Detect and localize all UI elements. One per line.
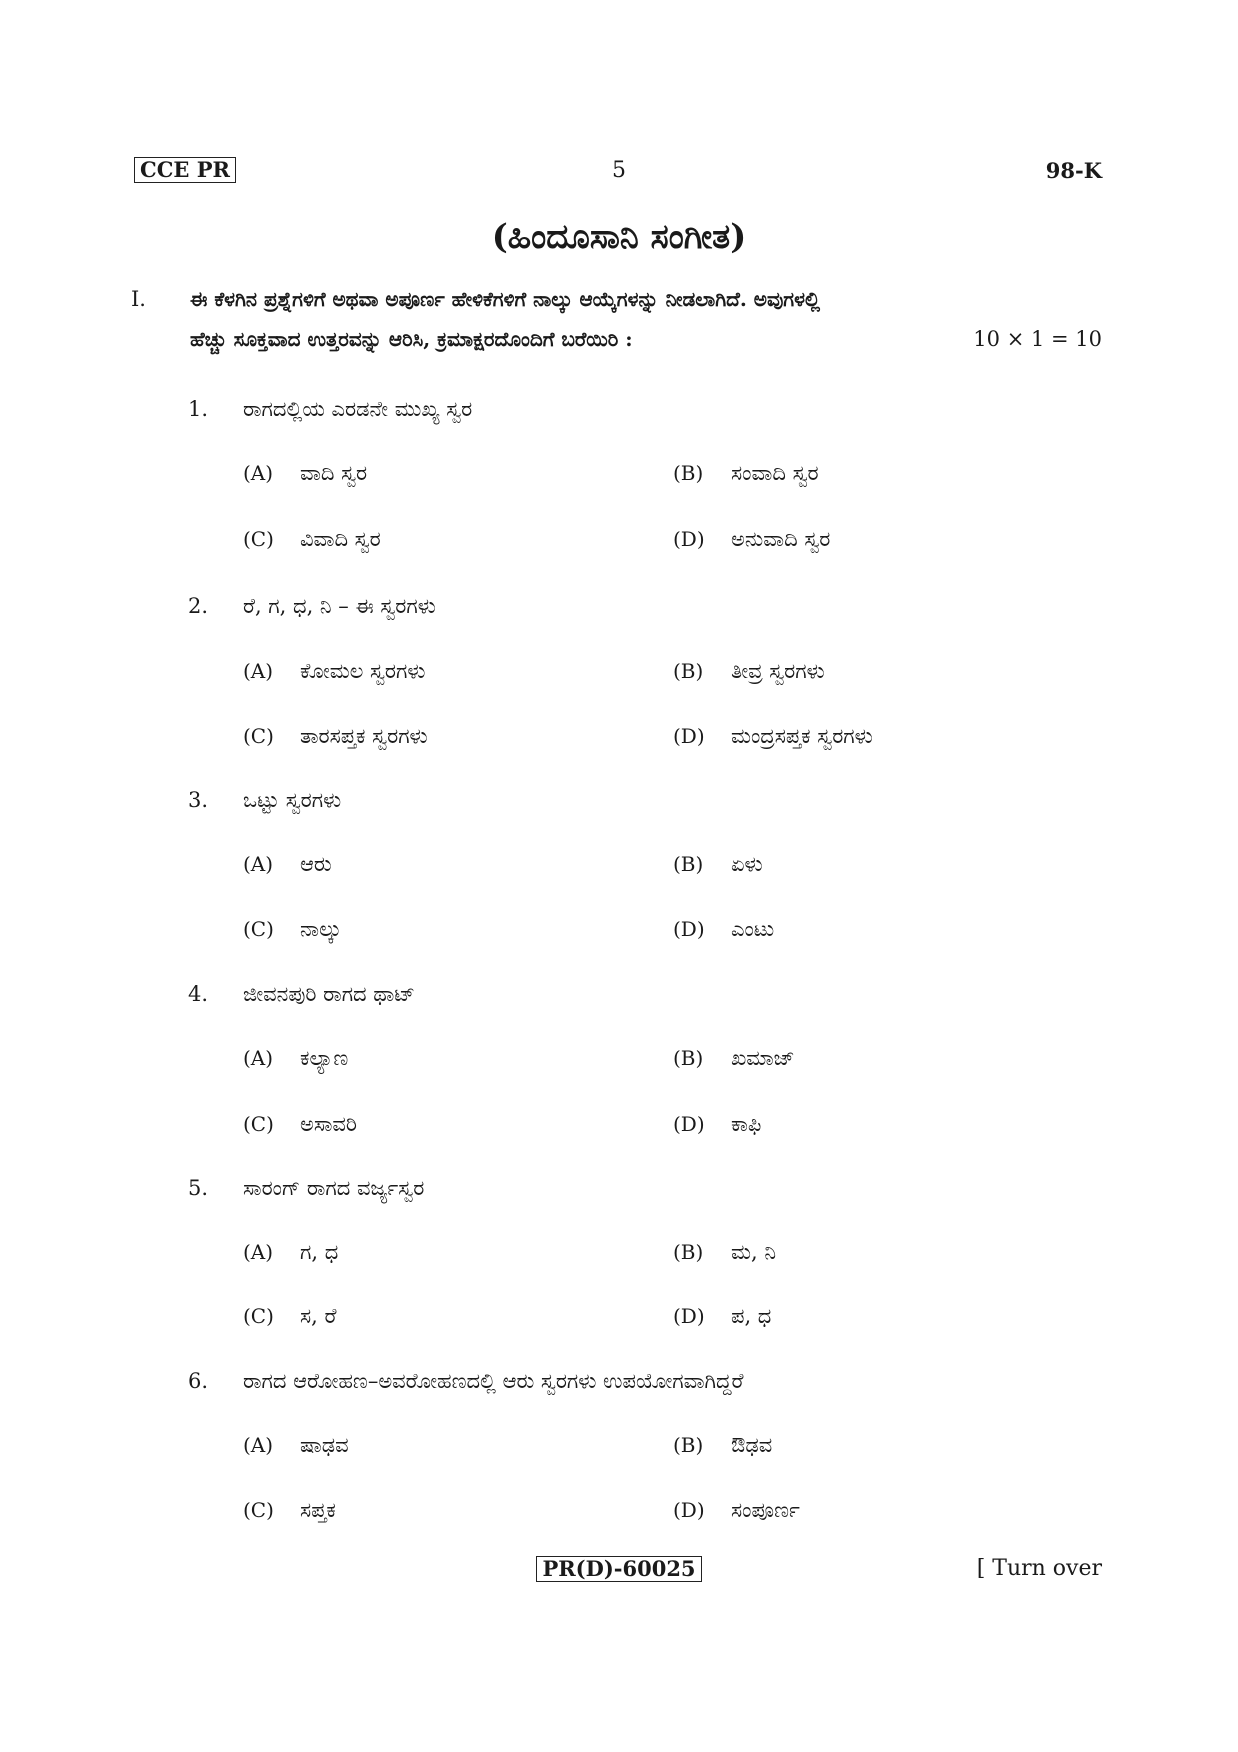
option-label-a: (A)	[243, 461, 274, 485]
option-text-d: ಸಂಪೂರ್ಣ	[731, 1498, 800, 1522]
option-label-d: (D)	[673, 917, 705, 941]
instruction-line-1: ಈ ಕೆಳಗಿನ ಪ್ರಶ್ನೆಗಳಿಗೆ ಅಥವಾ ಅಪೂರ್ಣ ಹೇಳಿಕೆಗಳಿಗೆ ನಾಲ್ಕು ಆಯ್ಕೆಗಳನ್ನು ನೀಡಲಾಗಿದೆ. ಅವುಗಳಲ್ಲಿ	[190, 287, 821, 311]
paper-code: 98-K	[1045, 158, 1102, 183]
option-text-a: ಕಲ್ಯಾಣ	[300, 1046, 349, 1070]
option-text-c: ಅಸಾವರಿ	[300, 1112, 357, 1136]
option-label-d: (D)	[673, 527, 705, 551]
turn-over: [ Turn over	[976, 1556, 1102, 1581]
option-label-a: (A)	[243, 852, 274, 876]
option-text-a: ಗ, ಧ	[300, 1240, 339, 1264]
option-label-d: (D)	[673, 1498, 705, 1522]
question-text: ರಾಗದಲ್ಲಿಯ ಎರಡನೇ ಮುಖ್ಯ ಸ್ವರ	[243, 397, 473, 421]
option-text-b: ಮ, ನಿ	[731, 1240, 776, 1264]
option-label-c: (C)	[243, 917, 274, 941]
option-text-d: ಪ, ಧ	[731, 1304, 772, 1328]
option-label-a: (A)	[243, 659, 274, 683]
option-text-b: ಏಳು	[731, 852, 763, 876]
option-text-b: ಸಂವಾದಿ ಸ್ವರ	[731, 461, 819, 485]
option-label-d: (D)	[673, 1304, 705, 1328]
option-label-a: (A)	[243, 1433, 274, 1457]
option-label-c: (C)	[243, 724, 274, 748]
option-label-b: (B)	[673, 852, 704, 876]
option-text-c: ಸ, ರೆ	[300, 1304, 337, 1328]
question-number: 3.	[188, 788, 209, 812]
page-number: 5	[612, 158, 626, 183]
option-text-a: ವಾದಿ ಸ್ವರ	[300, 461, 368, 485]
question-text: ರಾಗದ ಆರೋಹಣ–ಅವರೋಹಣದಲ್ಲಿ ಆರು ಸ್ವರಗಳು ಉಪಯೋಗವಾಗಿದ್ದರೆ	[243, 1369, 744, 1393]
option-text-c: ನಾಲ್ಕು	[300, 917, 342, 941]
question-number: 2.	[188, 594, 209, 618]
option-label-a: (A)	[243, 1046, 274, 1070]
option-label-c: (C)	[243, 1498, 274, 1522]
option-text-b: ಔಢವ	[731, 1433, 773, 1457]
option-label-b: (B)	[673, 1046, 704, 1070]
header-code: CCE PR	[140, 157, 230, 182]
option-label-c: (C)	[243, 1112, 274, 1136]
option-label-d: (D)	[673, 724, 705, 748]
option-label-d: (D)	[673, 1112, 705, 1136]
section-number: I.	[131, 287, 146, 311]
option-text-a: ಕೋಮಲ ಸ್ವರಗಳು	[300, 659, 426, 683]
header-code-box	[134, 157, 236, 183]
question-number: 4.	[188, 982, 209, 1006]
option-text-d: ಕಾಫಿ	[731, 1112, 762, 1136]
option-label-c: (C)	[243, 1304, 274, 1328]
option-label-b: (B)	[673, 461, 704, 485]
option-text-c: ತಾರಸಪ್ತಕ ಸ್ವರಗಳು	[300, 724, 428, 748]
option-text-b: ತೀವ್ರ ಸ್ವರಗಳು	[731, 659, 825, 683]
option-label-a: (A)	[243, 1240, 274, 1264]
question-text: ರೆ, ಗ, ಧ, ನಿ – ಈ ಸ್ವರಗಳು	[243, 594, 436, 618]
question-number: 6.	[188, 1369, 209, 1393]
option-text-c: ವಿವಾದಿ ಸ್ವರ	[300, 527, 381, 551]
question-number: 1.	[188, 397, 209, 421]
instruction-line-2: ಹೆಚ್ಚು ಸೂಕ್ತವಾದ ಉತ್ತರವನ್ನು ಆರಿಸಿ, ಕ್ರಮಾಕ್ಷರದೊಂದಿಗೆ ಬರೆಯಿರಿ :	[190, 327, 633, 351]
option-text-b: ಖಮಾಜ್	[731, 1046, 795, 1070]
option-label-b: (B)	[673, 1240, 704, 1264]
option-text-d: ಮಂದ್ರಸಪ್ತಕ ಸ್ವರಗಳು	[731, 724, 873, 748]
question-text: ಸಾರಂಗ್ ರಾಗದ ವರ್ಜ್ಯಸ್ವರ	[243, 1176, 425, 1200]
footer-code: PR(D)-60025	[536, 1556, 701, 1582]
option-text-a: ಷಾಢವ	[300, 1433, 349, 1457]
option-text-d: ಅನುವಾದಿ ಸ್ವರ	[731, 527, 831, 551]
option-text-a: ಆರು	[300, 852, 332, 876]
question-text: ಒಟ್ಟು ಸ್ವರಗಳು	[243, 788, 342, 812]
option-label-c: (C)	[243, 527, 274, 551]
question-number: 5.	[188, 1176, 209, 1200]
section-title: (ಹಿಂದೂಸಾನಿ ಸಂಗೀತ)	[491, 217, 747, 257]
question-text: ಜೀವನಪುರಿ ರಾಗದ ಥಾಟ್	[243, 982, 415, 1006]
option-label-b: (B)	[673, 1433, 704, 1457]
option-text-d: ಎಂಟು	[731, 917, 775, 941]
option-text-c: ಸಪ್ತಕ	[300, 1498, 336, 1522]
marks-allotment: 10 × 1 = 10	[973, 327, 1102, 351]
option-label-b: (B)	[673, 659, 704, 683]
